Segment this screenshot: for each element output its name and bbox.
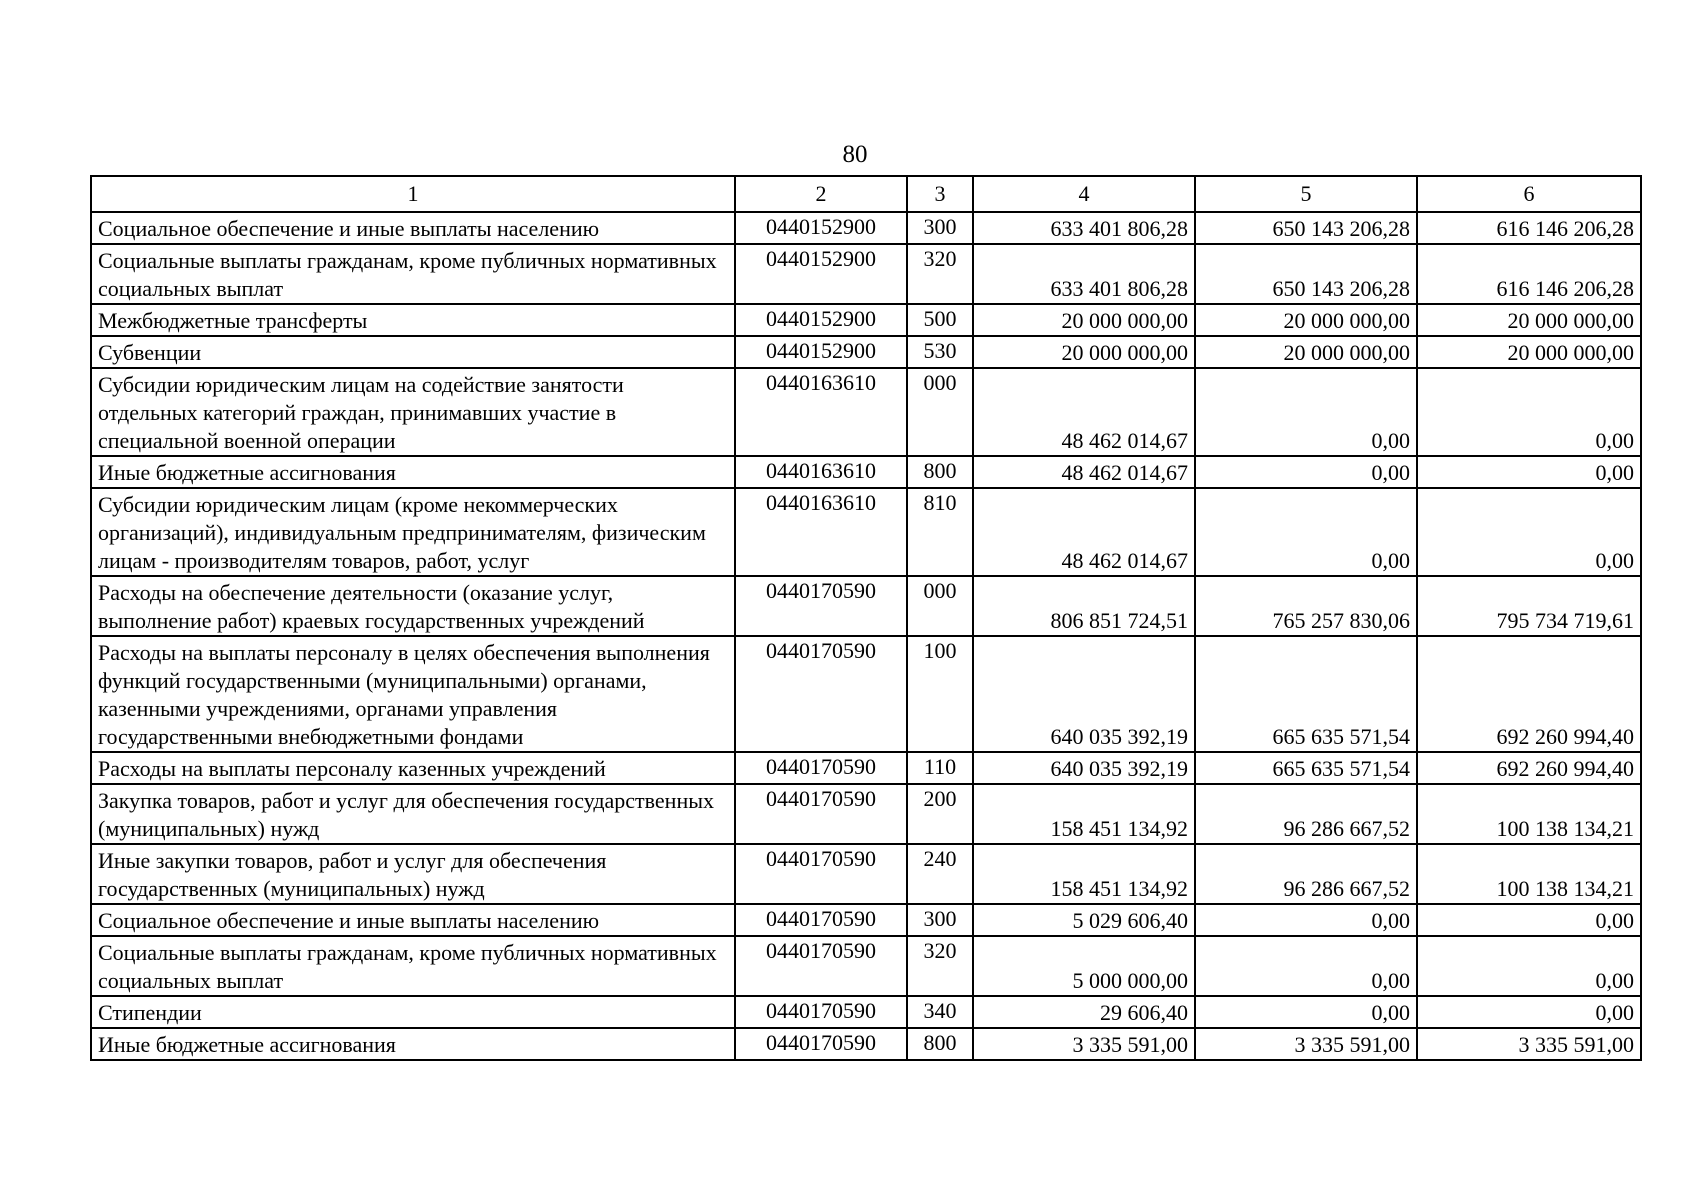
page-number: 80 xyxy=(842,141,868,168)
row-amount-col6: 616 146 206,28 xyxy=(1417,244,1641,304)
row-amount-col6: 0,00 xyxy=(1417,488,1641,576)
table-body xyxy=(91,176,1641,1060)
table-row xyxy=(91,936,1641,996)
row-kind-cell: 800 xyxy=(907,456,973,488)
row-kind-cell: 110 xyxy=(907,752,973,784)
header-cell-5: 5 xyxy=(1195,176,1417,212)
table-row xyxy=(91,576,1641,636)
row-code-cell: 0440170590 xyxy=(735,996,907,1028)
header-cell-6: 6 xyxy=(1417,176,1641,212)
table-row xyxy=(91,1028,1641,1060)
row-code-cell: 0440170590 xyxy=(735,784,907,844)
row-code-cell: 0440170590 xyxy=(735,844,907,904)
row-kind-cell: 530 xyxy=(907,336,973,368)
row-amount-col5: 665 635 571,54 xyxy=(1195,636,1417,752)
row-amount-col5: 20 000 000,00 xyxy=(1195,304,1417,336)
table-row xyxy=(91,244,1641,304)
row-code-cell: 0440152900 xyxy=(735,212,907,244)
row-kind-cell: 500 xyxy=(907,304,973,336)
row-code-cell: 0440170590 xyxy=(735,904,907,936)
row-amount-col6: 795 734 719,61 xyxy=(1417,576,1641,636)
row-amount-col6: 0,00 xyxy=(1417,456,1641,488)
row-name-cell: Субсидии юридическим лицам на содействие занятости отдельных категорий граждан, принимавших участие в специальной военной операции xyxy=(91,368,735,456)
row-kind-cell: 810 xyxy=(907,488,973,576)
table-row xyxy=(91,304,1641,336)
row-kind-cell: 000 xyxy=(907,576,973,636)
row-code-cell: 0440152900 xyxy=(735,304,907,336)
row-amount-col4: 29 606,40 xyxy=(973,996,1195,1028)
row-code-cell: 0440163610 xyxy=(735,488,907,576)
table-row xyxy=(91,456,1641,488)
row-name-cell: Стипендии xyxy=(91,996,735,1028)
row-amount-col6: 0,00 xyxy=(1417,904,1641,936)
row-amount-col4: 640 035 392,19 xyxy=(973,636,1195,752)
row-name-cell: Социальные выплаты гражданам, кроме публичных нормативных социальных выплат xyxy=(91,936,735,996)
row-amount-col4: 806 851 724,51 xyxy=(973,576,1195,636)
table-row xyxy=(91,996,1641,1028)
row-amount-col5: 0,00 xyxy=(1195,904,1417,936)
table-row xyxy=(91,368,1641,456)
table-row xyxy=(91,636,1641,752)
row-amount-col5: 650 143 206,28 xyxy=(1195,212,1417,244)
row-amount-col5: 0,00 xyxy=(1195,368,1417,456)
row-amount-col4: 633 401 806,28 xyxy=(973,212,1195,244)
row-kind-cell: 320 xyxy=(907,244,973,304)
row-amount-col6: 20 000 000,00 xyxy=(1417,336,1641,368)
row-name-cell: Расходы на обеспечение деятельности (оказание услуг, выполнение работ) краевых государственных учреждений xyxy=(91,576,735,636)
row-amount-col4: 158 451 134,92 xyxy=(973,844,1195,904)
row-kind-cell: 100 xyxy=(907,636,973,752)
row-amount-col4: 48 462 014,67 xyxy=(973,368,1195,456)
row-amount-col5: 0,00 xyxy=(1195,456,1417,488)
row-name-cell: Иные бюджетные ассигнования xyxy=(91,456,735,488)
table-row xyxy=(91,752,1641,784)
row-amount-col5: 665 635 571,54 xyxy=(1195,752,1417,784)
header-row xyxy=(91,176,1641,212)
row-amount-col4: 5 029 606,40 xyxy=(973,904,1195,936)
row-amount-col4: 48 462 014,67 xyxy=(973,456,1195,488)
row-amount-col4: 640 035 392,19 xyxy=(973,752,1195,784)
row-name-cell: Расходы на выплаты персоналу казенных учреждений xyxy=(91,752,735,784)
row-name-cell: Субсидии юридическим лицам (кроме некоммерческих организаций), индивидуальным предпринимателям, физическим лицам - производителям товаров, работ, услуг xyxy=(91,488,735,576)
row-kind-cell: 800 xyxy=(907,1028,973,1060)
row-amount-col4: 20 000 000,00 xyxy=(973,336,1195,368)
row-amount-col4: 48 462 014,67 xyxy=(973,488,1195,576)
row-amount-col5: 765 257 830,06 xyxy=(1195,576,1417,636)
header-cell-1: 1 xyxy=(91,176,735,212)
row-name-cell: Межбюджетные трансферты xyxy=(91,304,735,336)
row-amount-col6: 100 138 134,21 xyxy=(1417,784,1641,844)
table-row xyxy=(91,336,1641,368)
row-amount-col6: 100 138 134,21 xyxy=(1417,844,1641,904)
row-name-cell: Расходы на выплаты персоналу в целях обеспечения выполнения функций государственными (муниципальными) органами, казенными учреждениями, органами управления государственными внебюджетными фондами xyxy=(91,636,735,752)
table-row xyxy=(91,488,1641,576)
row-kind-cell: 320 xyxy=(907,936,973,996)
table-row xyxy=(91,212,1641,244)
row-amount-col4: 158 451 134,92 xyxy=(973,784,1195,844)
table-row xyxy=(91,904,1641,936)
row-code-cell: 0440163610 xyxy=(735,456,907,488)
row-kind-cell: 300 xyxy=(907,904,973,936)
row-amount-col5: 96 286 667,52 xyxy=(1195,844,1417,904)
row-amount-col5: 3 335 591,00 xyxy=(1195,1028,1417,1060)
row-amount-col6: 0,00 xyxy=(1417,996,1641,1028)
row-code-cell: 0440163610 xyxy=(735,368,907,456)
row-amount-col6: 3 335 591,00 xyxy=(1417,1028,1641,1060)
row-amount-col5: 0,00 xyxy=(1195,488,1417,576)
row-code-cell: 0440170590 xyxy=(735,636,907,752)
row-name-cell: Иные закупки товаров, работ и услуг для обеспечения государственных (муниципальных) нужд xyxy=(91,844,735,904)
row-amount-col6: 0,00 xyxy=(1417,936,1641,996)
row-amount-col6: 692 260 994,40 xyxy=(1417,636,1641,752)
row-kind-cell: 000 xyxy=(907,368,973,456)
row-name-cell: Социальные выплаты гражданам, кроме публичных нормативных социальных выплат xyxy=(91,244,735,304)
row-name-cell: Социальное обеспечение и иные выплаты населению xyxy=(91,212,735,244)
row-kind-cell: 340 xyxy=(907,996,973,1028)
row-amount-col6: 20 000 000,00 xyxy=(1417,304,1641,336)
row-code-cell: 0440170590 xyxy=(735,752,907,784)
row-kind-cell: 300 xyxy=(907,212,973,244)
row-amount-col5: 96 286 667,52 xyxy=(1195,784,1417,844)
row-amount-col4: 3 335 591,00 xyxy=(973,1028,1195,1060)
row-amount-col4: 20 000 000,00 xyxy=(973,304,1195,336)
row-amount-col5: 20 000 000,00 xyxy=(1195,336,1417,368)
row-code-cell: 0440170590 xyxy=(735,1028,907,1060)
table-row xyxy=(91,844,1641,904)
row-amount-col6: 692 260 994,40 xyxy=(1417,752,1641,784)
row-amount-col4: 633 401 806,28 xyxy=(973,244,1195,304)
row-code-cell: 0440170590 xyxy=(735,576,907,636)
table-row xyxy=(91,784,1641,844)
row-amount-col5: 650 143 206,28 xyxy=(1195,244,1417,304)
header-cell-3: 3 xyxy=(907,176,973,212)
row-name-cell: Субвенции xyxy=(91,336,735,368)
row-amount-col6: 616 146 206,28 xyxy=(1417,212,1641,244)
row-code-cell: 0440152900 xyxy=(735,336,907,368)
budget-table xyxy=(90,175,1642,1061)
row-code-cell: 0440170590 xyxy=(735,936,907,996)
row-amount-col6: 0,00 xyxy=(1417,368,1641,456)
row-name-cell: Социальное обеспечение и иные выплаты населению xyxy=(91,904,735,936)
row-kind-cell: 240 xyxy=(907,844,973,904)
row-amount-col5: 0,00 xyxy=(1195,996,1417,1028)
row-name-cell: Иные бюджетные ассигнования xyxy=(91,1028,735,1060)
row-code-cell: 0440152900 xyxy=(735,244,907,304)
row-name-cell: Закупка товаров, работ и услуг для обеспечения государственных (муниципальных) нужд xyxy=(91,784,735,844)
row-amount-col4: 5 000 000,00 xyxy=(973,936,1195,996)
row-amount-col5: 0,00 xyxy=(1195,936,1417,996)
header-cell-4: 4 xyxy=(973,176,1195,212)
row-kind-cell: 200 xyxy=(907,784,973,844)
header-cell-2: 2 xyxy=(735,176,907,212)
